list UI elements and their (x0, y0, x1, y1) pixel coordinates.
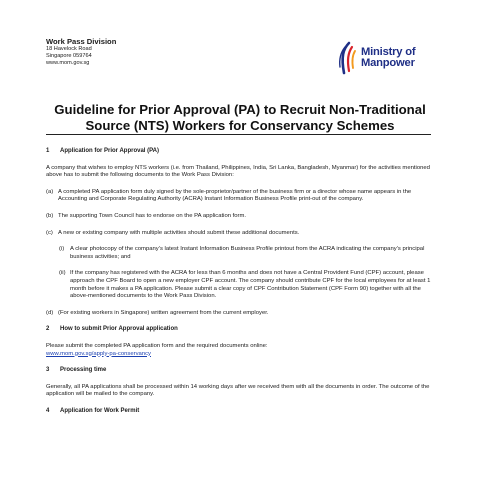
item-text: (For existing workers in Singapore) written agreement from the current employer. (58, 309, 269, 316)
sender-address-block (46, 37, 116, 68)
section-2-text (46, 343, 436, 358)
section-1-intro: A company that wishes to employ NTS workers (i.e. from Thailand, Philippines, India, Sri Lanka, Bangladesh, Myanmar) for the activities mentioned above has to submit the following documents to the Work Pass Division: (46, 164, 430, 179)
section-title: Processing time (60, 367, 107, 374)
ministry-wordmark (361, 47, 415, 69)
section-2-heading (46, 326, 436, 334)
ministry-emblem-icon (335, 41, 359, 75)
requirement-c-ii (46, 270, 436, 300)
section-number: 1 (46, 148, 50, 154)
website-link[interactable]: www.mom.gov.sg (46, 60, 90, 67)
requirement-d (46, 310, 436, 318)
document-title (30, 102, 450, 133)
division-name: Work Pass Division (46, 37, 117, 46)
title-divider (46, 134, 431, 135)
address-line-1: 18 Havelock Road (46, 46, 92, 52)
requirement-a (46, 189, 436, 204)
item-label: (a) (46, 188, 54, 195)
section-1-heading (46, 148, 436, 156)
item-label: (b) (46, 212, 54, 219)
item-text: If the company has registered with the ACRA for less than 6 months and does not have a Central Provident Fund (CPF) account, please approach the CPF Board to open a new employer CPF account. The company should contribute CPF for the local employees for at least 1 month before it makes a PA application. Please submit a clear copy of CPF Contribution Statement (CPF Form 90) together with all the above-mentioned documents to the Work Pass Division. (70, 270, 431, 300)
section-title: Application for Prior Approval (PA) (60, 148, 160, 154)
section-3-text: Generally, all PA applications shall be processed within 14 working days after we received them with all the documents in order. The outcome of the application will be mailed to the company. (46, 383, 430, 398)
item-label: (c) (46, 229, 53, 236)
document-body (46, 148, 436, 424)
requirement-b (46, 213, 436, 221)
requirement-c-i (46, 246, 436, 261)
item-text: The supporting Town Council has to endorse on the PA application form. (58, 212, 247, 219)
item-text: A completed PA application form duly signed by the sole-proprietor/partner of the business firm or a director whose name appears in the Accounting and Corporate Regulating Authority (ACRA) Instant Information Business Profile print-out of the company. (58, 188, 412, 203)
section-number: 4 (46, 407, 50, 414)
submission-instructions: Please submit the completed PA application form and the required documents online: (46, 342, 268, 349)
section-number: 2 (46, 326, 50, 333)
section-title: How to submit Prior Approval application (60, 326, 178, 333)
section-number: 3 (46, 367, 50, 374)
item-label: (ii) (59, 270, 66, 277)
item-label: (d) (46, 309, 54, 316)
section-4-heading (46, 408, 436, 416)
address-line-2: Singapore 059764 (46, 53, 92, 60)
item-text: A new or existing company with multiple activities should submit these additional documents. (58, 229, 300, 236)
wordmark-line-1: Ministry of (361, 46, 416, 58)
section-title: Application for Work Permit (60, 407, 140, 414)
item-text: A clear photocopy of the company’s latest Instant Information Business Profile printout from the ACRA indicating the company’s principal business activities; and (70, 246, 425, 260)
wordmark-line-2: Manpower (361, 57, 415, 69)
ministry-logo (335, 41, 435, 75)
apply-pa-link[interactable]: www.mom.gov.sg/apply-pa-conservancy (46, 350, 151, 357)
section-3-heading (46, 367, 436, 375)
item-label: (i) (59, 246, 65, 253)
title-line-1: Guideline for Prior Approval (PA) to Recruit Non-Traditional (54, 102, 426, 117)
requirement-c (46, 230, 436, 238)
title-line-2: Source (NTS) Workers for Conservancy Schemes (85, 117, 395, 133)
